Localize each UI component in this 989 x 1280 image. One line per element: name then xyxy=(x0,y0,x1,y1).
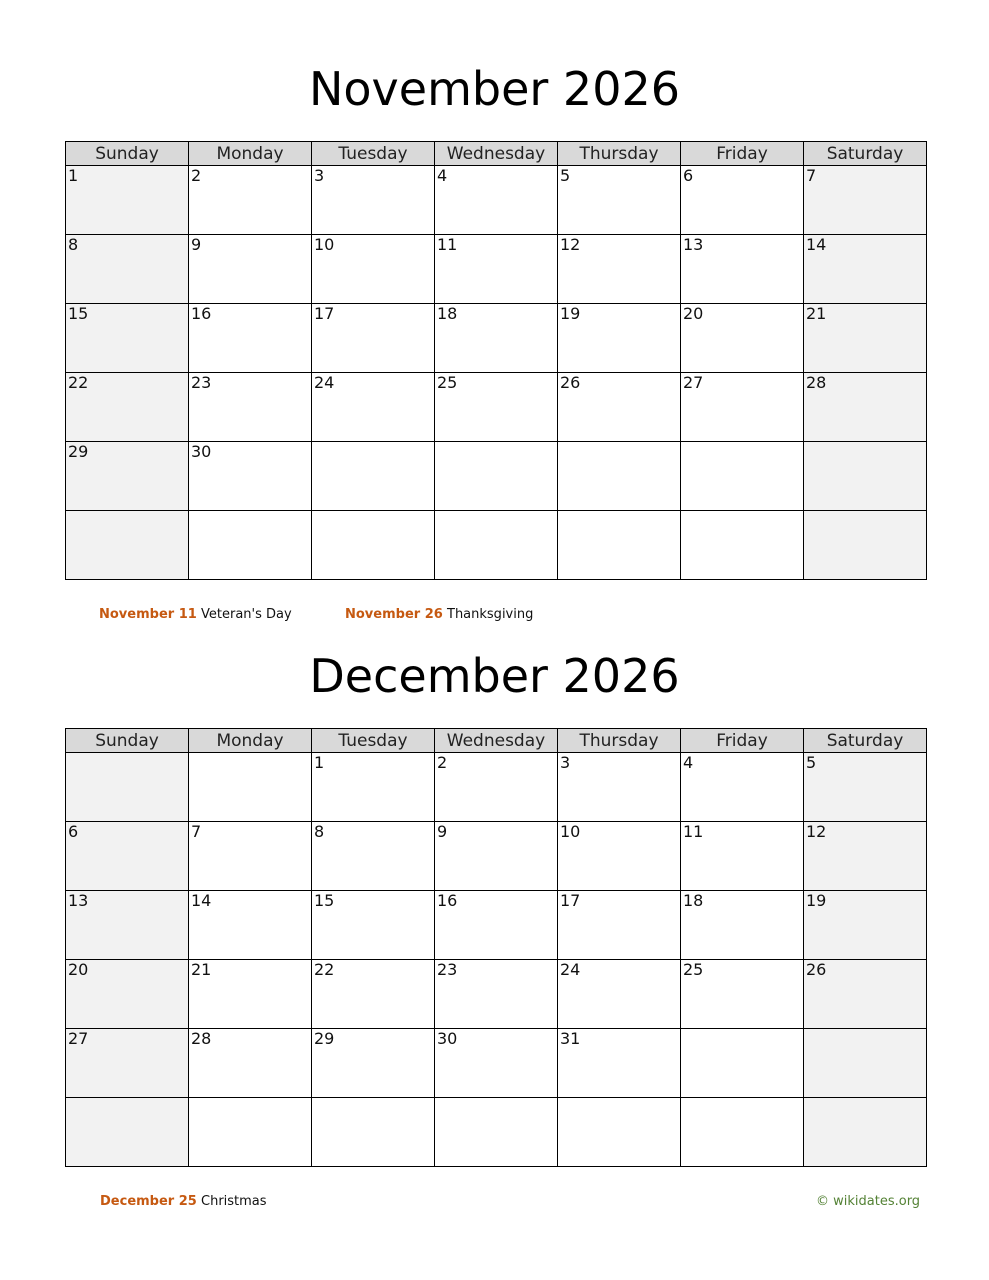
day-cell[interactable] xyxy=(804,891,927,960)
day-cell[interactable] xyxy=(435,373,558,442)
day-cell[interactable] xyxy=(66,753,189,822)
day-cell[interactable] xyxy=(435,442,558,511)
day-number: 9 xyxy=(437,822,448,841)
day-cell[interactable] xyxy=(189,511,312,580)
day-number: 30 xyxy=(437,1029,458,1048)
day-number: 30 xyxy=(191,442,212,461)
day-number: 15 xyxy=(68,304,89,323)
day-number: 10 xyxy=(314,235,335,254)
day-number: 20 xyxy=(68,960,89,979)
day-cell[interactable] xyxy=(189,822,312,891)
day-cell[interactable] xyxy=(435,166,558,235)
day-number: 3 xyxy=(314,166,325,185)
day-cell[interactable] xyxy=(681,235,804,304)
day-number: 11 xyxy=(683,822,704,841)
day-number: 7 xyxy=(191,822,202,841)
day-number: 22 xyxy=(314,960,335,979)
weekday-header: Tuesday xyxy=(312,142,435,166)
day-cell[interactable] xyxy=(312,304,435,373)
week-row xyxy=(66,891,927,960)
day-cell[interactable] xyxy=(66,166,189,235)
holiday-name: Christmas xyxy=(201,1194,267,1209)
day-number: 31 xyxy=(560,1029,581,1048)
day-cell[interactable] xyxy=(435,304,558,373)
day-cell[interactable] xyxy=(681,822,804,891)
day-cell[interactable] xyxy=(312,891,435,960)
day-cell[interactable] xyxy=(681,1029,804,1098)
weekday-header: Saturday xyxy=(804,729,927,753)
day-cell[interactable] xyxy=(804,235,927,304)
week-row xyxy=(66,1098,927,1167)
weekday-header: Friday xyxy=(681,729,804,753)
day-cell[interactable] xyxy=(312,753,435,822)
day-cell[interactable] xyxy=(312,373,435,442)
weekday-header: Sunday xyxy=(66,142,189,166)
week-row xyxy=(66,304,927,373)
day-number: 3 xyxy=(560,753,571,772)
day-number: 5 xyxy=(806,753,817,772)
day-number: 16 xyxy=(191,304,212,323)
day-number: 6 xyxy=(68,822,79,841)
day-cell[interactable] xyxy=(66,960,189,1029)
day-number: 12 xyxy=(560,235,581,254)
day-number: 12 xyxy=(806,822,827,841)
month-title: December 2026 xyxy=(309,649,680,703)
weekday-header: Friday xyxy=(681,142,804,166)
day-cell[interactable] xyxy=(189,166,312,235)
day-cell[interactable] xyxy=(558,1029,681,1098)
holiday-name: Thanksgiving xyxy=(447,607,534,622)
day-cell[interactable] xyxy=(681,960,804,1029)
day-cell[interactable] xyxy=(435,822,558,891)
day-number: 6 xyxy=(683,166,694,185)
day-number: 25 xyxy=(437,373,458,392)
day-number: 25 xyxy=(683,960,704,979)
day-number: 5 xyxy=(560,166,571,185)
day-number: 21 xyxy=(191,960,212,979)
day-cell[interactable] xyxy=(189,235,312,304)
day-cell[interactable] xyxy=(681,442,804,511)
weekday-header: Sunday xyxy=(66,729,189,753)
day-cell[interactable] xyxy=(312,166,435,235)
weekday-header-row xyxy=(66,142,927,166)
day-number: 19 xyxy=(560,304,581,323)
day-cell[interactable] xyxy=(558,511,681,580)
day-cell[interactable] xyxy=(312,960,435,1029)
day-number: 10 xyxy=(560,822,581,841)
week-row xyxy=(66,442,927,511)
weekday-header: Wednesday xyxy=(435,729,558,753)
day-number: 23 xyxy=(437,960,458,979)
day-cell[interactable] xyxy=(804,822,927,891)
day-cell[interactable] xyxy=(189,442,312,511)
weekday-header: Thursday xyxy=(558,142,681,166)
day-number: 22 xyxy=(68,373,89,392)
day-cell[interactable] xyxy=(189,753,312,822)
day-cell[interactable] xyxy=(435,753,558,822)
day-cell[interactable] xyxy=(66,822,189,891)
day-cell[interactable] xyxy=(681,511,804,580)
weekday-header-row xyxy=(66,729,927,753)
month-grid xyxy=(65,728,927,1167)
day-cell[interactable] xyxy=(804,304,927,373)
weekday-header: Wednesday xyxy=(435,142,558,166)
day-cell[interactable] xyxy=(435,1098,558,1167)
day-number: 18 xyxy=(437,304,458,323)
day-number: 21 xyxy=(806,304,827,323)
day-cell[interactable] xyxy=(435,511,558,580)
day-number: 1 xyxy=(68,166,79,185)
day-cell[interactable] xyxy=(66,891,189,960)
day-cell[interactable] xyxy=(558,1098,681,1167)
holiday-name: Veteran's Day xyxy=(201,607,292,622)
day-cell[interactable] xyxy=(681,753,804,822)
day-cell[interactable] xyxy=(804,960,927,1029)
day-cell[interactable] xyxy=(558,166,681,235)
day-cell[interactable] xyxy=(804,1098,927,1167)
weekday-header: Monday xyxy=(189,729,312,753)
day-number: 9 xyxy=(191,235,202,254)
copyright: © wikidates.org xyxy=(816,1194,921,1209)
day-number: 8 xyxy=(68,235,79,254)
day-cell[interactable] xyxy=(681,304,804,373)
day-cell[interactable] xyxy=(558,822,681,891)
day-cell[interactable] xyxy=(189,960,312,1029)
day-number: 13 xyxy=(683,235,704,254)
day-number: 13 xyxy=(68,891,89,910)
day-number: 17 xyxy=(314,304,335,323)
day-number: 26 xyxy=(560,373,581,392)
day-number: 8 xyxy=(314,822,325,841)
week-row xyxy=(66,753,927,822)
day-number: 28 xyxy=(191,1029,212,1048)
day-number: 14 xyxy=(806,235,827,254)
day-number: 24 xyxy=(314,373,335,392)
day-cell[interactable] xyxy=(558,442,681,511)
day-cell[interactable] xyxy=(804,1029,927,1098)
day-number: 4 xyxy=(683,753,694,772)
day-cell[interactable] xyxy=(558,753,681,822)
day-number: 26 xyxy=(806,960,827,979)
day-number: 27 xyxy=(68,1029,89,1048)
day-cell[interactable] xyxy=(312,235,435,304)
day-cell[interactable] xyxy=(312,1098,435,1167)
day-cell[interactable] xyxy=(558,960,681,1029)
day-cell[interactable] xyxy=(558,235,681,304)
week-row xyxy=(66,166,927,235)
day-cell[interactable] xyxy=(435,891,558,960)
day-cell[interactable] xyxy=(804,166,927,235)
day-cell[interactable] xyxy=(681,891,804,960)
day-cell[interactable] xyxy=(804,442,927,511)
month-title: November 2026 xyxy=(309,62,680,116)
day-number: 29 xyxy=(314,1029,335,1048)
day-cell[interactable] xyxy=(312,442,435,511)
day-number: 17 xyxy=(560,891,581,910)
day-number: 11 xyxy=(437,235,458,254)
day-number: 4 xyxy=(437,166,448,185)
day-cell[interactable] xyxy=(312,511,435,580)
day-cell[interactable] xyxy=(66,304,189,373)
day-number: 23 xyxy=(191,373,212,392)
day-number: 29 xyxy=(68,442,89,461)
day-cell[interactable] xyxy=(66,511,189,580)
month-grid xyxy=(65,141,927,580)
day-number: 16 xyxy=(437,891,458,910)
day-cell[interactable] xyxy=(681,1098,804,1167)
day-number: 27 xyxy=(683,373,704,392)
weekday-header: Monday xyxy=(189,142,312,166)
holiday-date: November 26 xyxy=(345,607,443,622)
day-cell[interactable] xyxy=(189,373,312,442)
day-cell[interactable] xyxy=(66,373,189,442)
day-cell[interactable] xyxy=(804,373,927,442)
day-number: 2 xyxy=(437,753,448,772)
day-cell[interactable] xyxy=(435,235,558,304)
day-number: 28 xyxy=(806,373,827,392)
day-cell[interactable] xyxy=(189,304,312,373)
day-number: 19 xyxy=(806,891,827,910)
day-number: 14 xyxy=(191,891,212,910)
day-cell[interactable] xyxy=(558,373,681,442)
day-cell[interactable] xyxy=(189,1098,312,1167)
day-number: 1 xyxy=(314,753,325,772)
day-cell[interactable] xyxy=(189,1029,312,1098)
day-cell[interactable] xyxy=(804,753,927,822)
day-cell[interactable] xyxy=(435,1029,558,1098)
day-number: 15 xyxy=(314,891,335,910)
day-number: 20 xyxy=(683,304,704,323)
week-row xyxy=(66,373,927,442)
day-cell[interactable] xyxy=(66,442,189,511)
day-number: 24 xyxy=(560,960,581,979)
day-number: 18 xyxy=(683,891,704,910)
week-row xyxy=(66,822,927,891)
day-cell[interactable] xyxy=(66,235,189,304)
week-row xyxy=(66,960,927,1029)
day-cell[interactable] xyxy=(435,960,558,1029)
day-cell[interactable] xyxy=(804,511,927,580)
week-row xyxy=(66,235,927,304)
weekday-header: Thursday xyxy=(558,729,681,753)
day-number: 2 xyxy=(191,166,202,185)
day-cell[interactable] xyxy=(558,891,681,960)
weekday-header: Tuesday xyxy=(312,729,435,753)
day-cell[interactable] xyxy=(66,1029,189,1098)
day-number: 7 xyxy=(806,166,817,185)
day-cell[interactable] xyxy=(681,373,804,442)
day-cell[interactable] xyxy=(312,822,435,891)
holiday-date: December 25 xyxy=(100,1194,197,1209)
week-row xyxy=(66,511,927,580)
day-cell[interactable] xyxy=(558,304,681,373)
holiday-date: November 11 xyxy=(99,607,197,622)
day-cell[interactable] xyxy=(189,891,312,960)
week-row xyxy=(66,1029,927,1098)
weekday-header: Saturday xyxy=(804,142,927,166)
day-cell[interactable] xyxy=(66,1098,189,1167)
day-cell[interactable] xyxy=(681,166,804,235)
day-cell[interactable] xyxy=(312,1029,435,1098)
